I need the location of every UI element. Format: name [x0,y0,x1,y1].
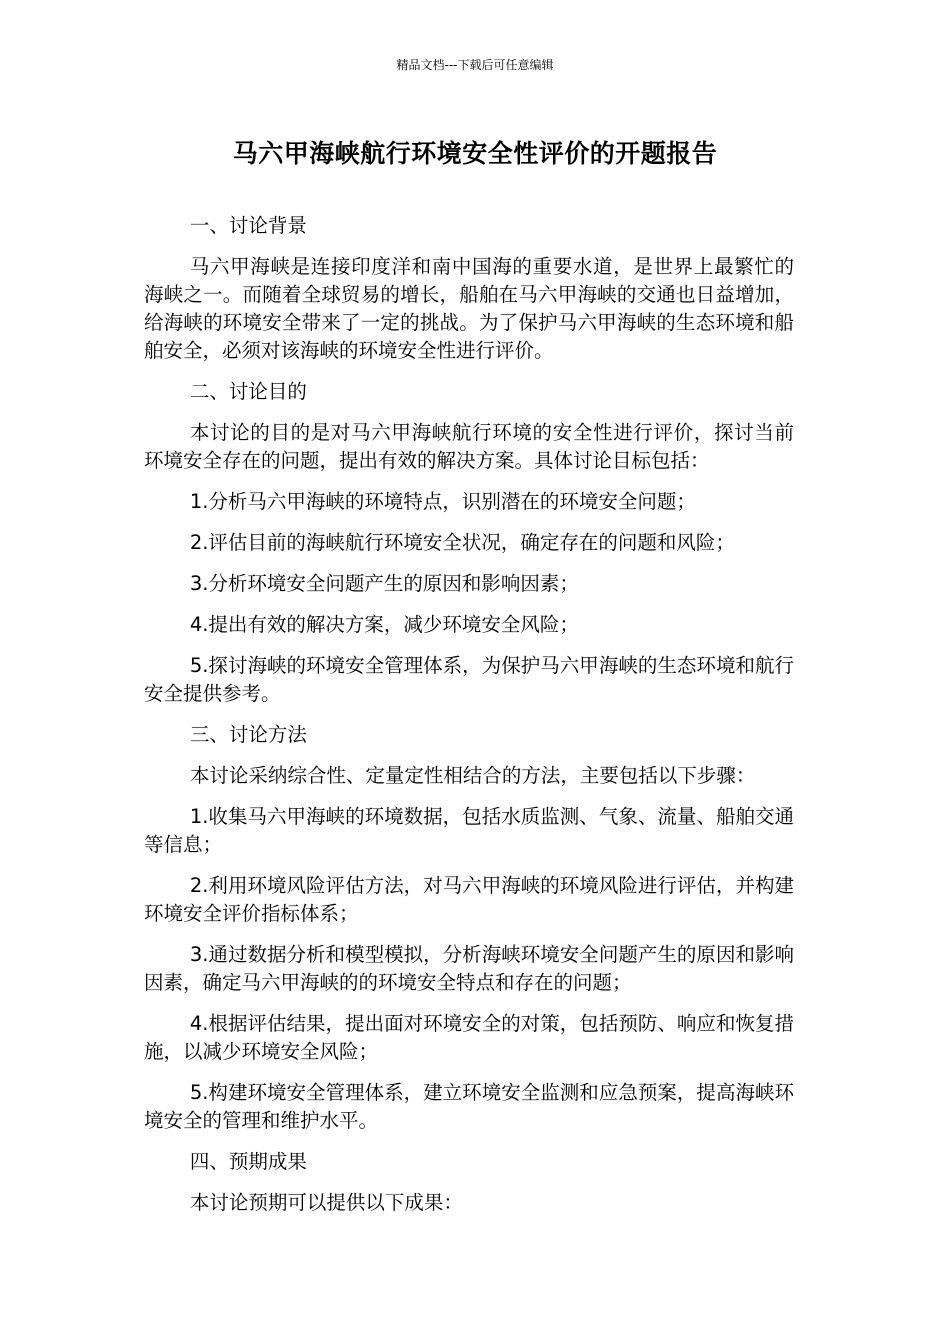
method-step-1: 1.收集马六甲海峡的环境数据，包括水质监测、气象、流量、船舶交通等信息； [144,805,794,856]
purpose-item-1: 1.分析马六甲海峡的环境特点，识别潜在的环境安全问题； [189,490,696,513]
purpose-item-4: 4.提出有效的解决方案，减少环境安全风险； [189,613,579,636]
paragraph-outcomes: 本讨论预期可以提供以下成果： [189,1191,463,1214]
document-body [144,212,794,1230]
purpose-item-5: 5.探讨海峡的环境安全管理体系，为保护马六甲海峡的生态环境和航行安全提供参考。 [144,654,794,705]
section-heading-purpose: 二、讨论目的 [189,380,307,403]
purpose-item-2: 2.评估目前的海峡航行环境安全状况，确定存在的问题和风险； [189,531,735,554]
section-heading-outcomes: 四、预期成果 [189,1150,307,1173]
purpose-item-3: 3.分析环境安全问题产生的原因和影响因素； [189,572,579,595]
page-header: 精品文档---下载后可任意编辑 [396,58,554,72]
section-heading-background: 一、讨论背景 [189,214,307,237]
section-heading-method: 三、讨论方法 [189,723,307,746]
paragraph-method: 本讨论采纳综合性、定量定性相结合的方法，主要包括以下步骤： [189,764,756,787]
paragraph-purpose: 本讨论的目的是对马六甲海峡航行环境的安全性进行评价，探讨当前环境安全存在的问题，提出有效的解决方案。具体讨论目标包括： [144,421,794,472]
method-step-2: 2.利用环境风险评估方法，对马六甲海峡的环境风险进行评估，并构建环境安全评价指标体系； [144,874,794,925]
document-title: 马六甲海峡航行环境安全性评价的开题报告 [232,139,718,168]
method-step-5: 5.构建环境安全管理体系，建立环境安全监测和应急预案，提高海峡环境安全的管理和维护水平。 [144,1081,794,1132]
method-step-4: 4.根据评估结果，提出面对环境安全的对策，包括预防、响应和恢复措施，以减少环境安全风险； [144,1012,794,1063]
paragraph-background: 马六甲海峡是连接印度洋和南中国海的重要水道，是世界上最繁忙的海峡之一。而随着全球贸易的增长，船舶在马六甲海峡的交通也日益增加，给海峡的环境安全带来了一定的挑战。为了保护马六甲海峡的生态环境和船舶安全，必须对该海峡的环境安全性进行评价。 [144,255,794,362]
method-step-3: 3.通过数据分析和模型模拟，分析海峡环境安全问题产生的原因和影响因素，确定马六甲海峡的的环境安全特点和存在的问题； [144,943,794,994]
